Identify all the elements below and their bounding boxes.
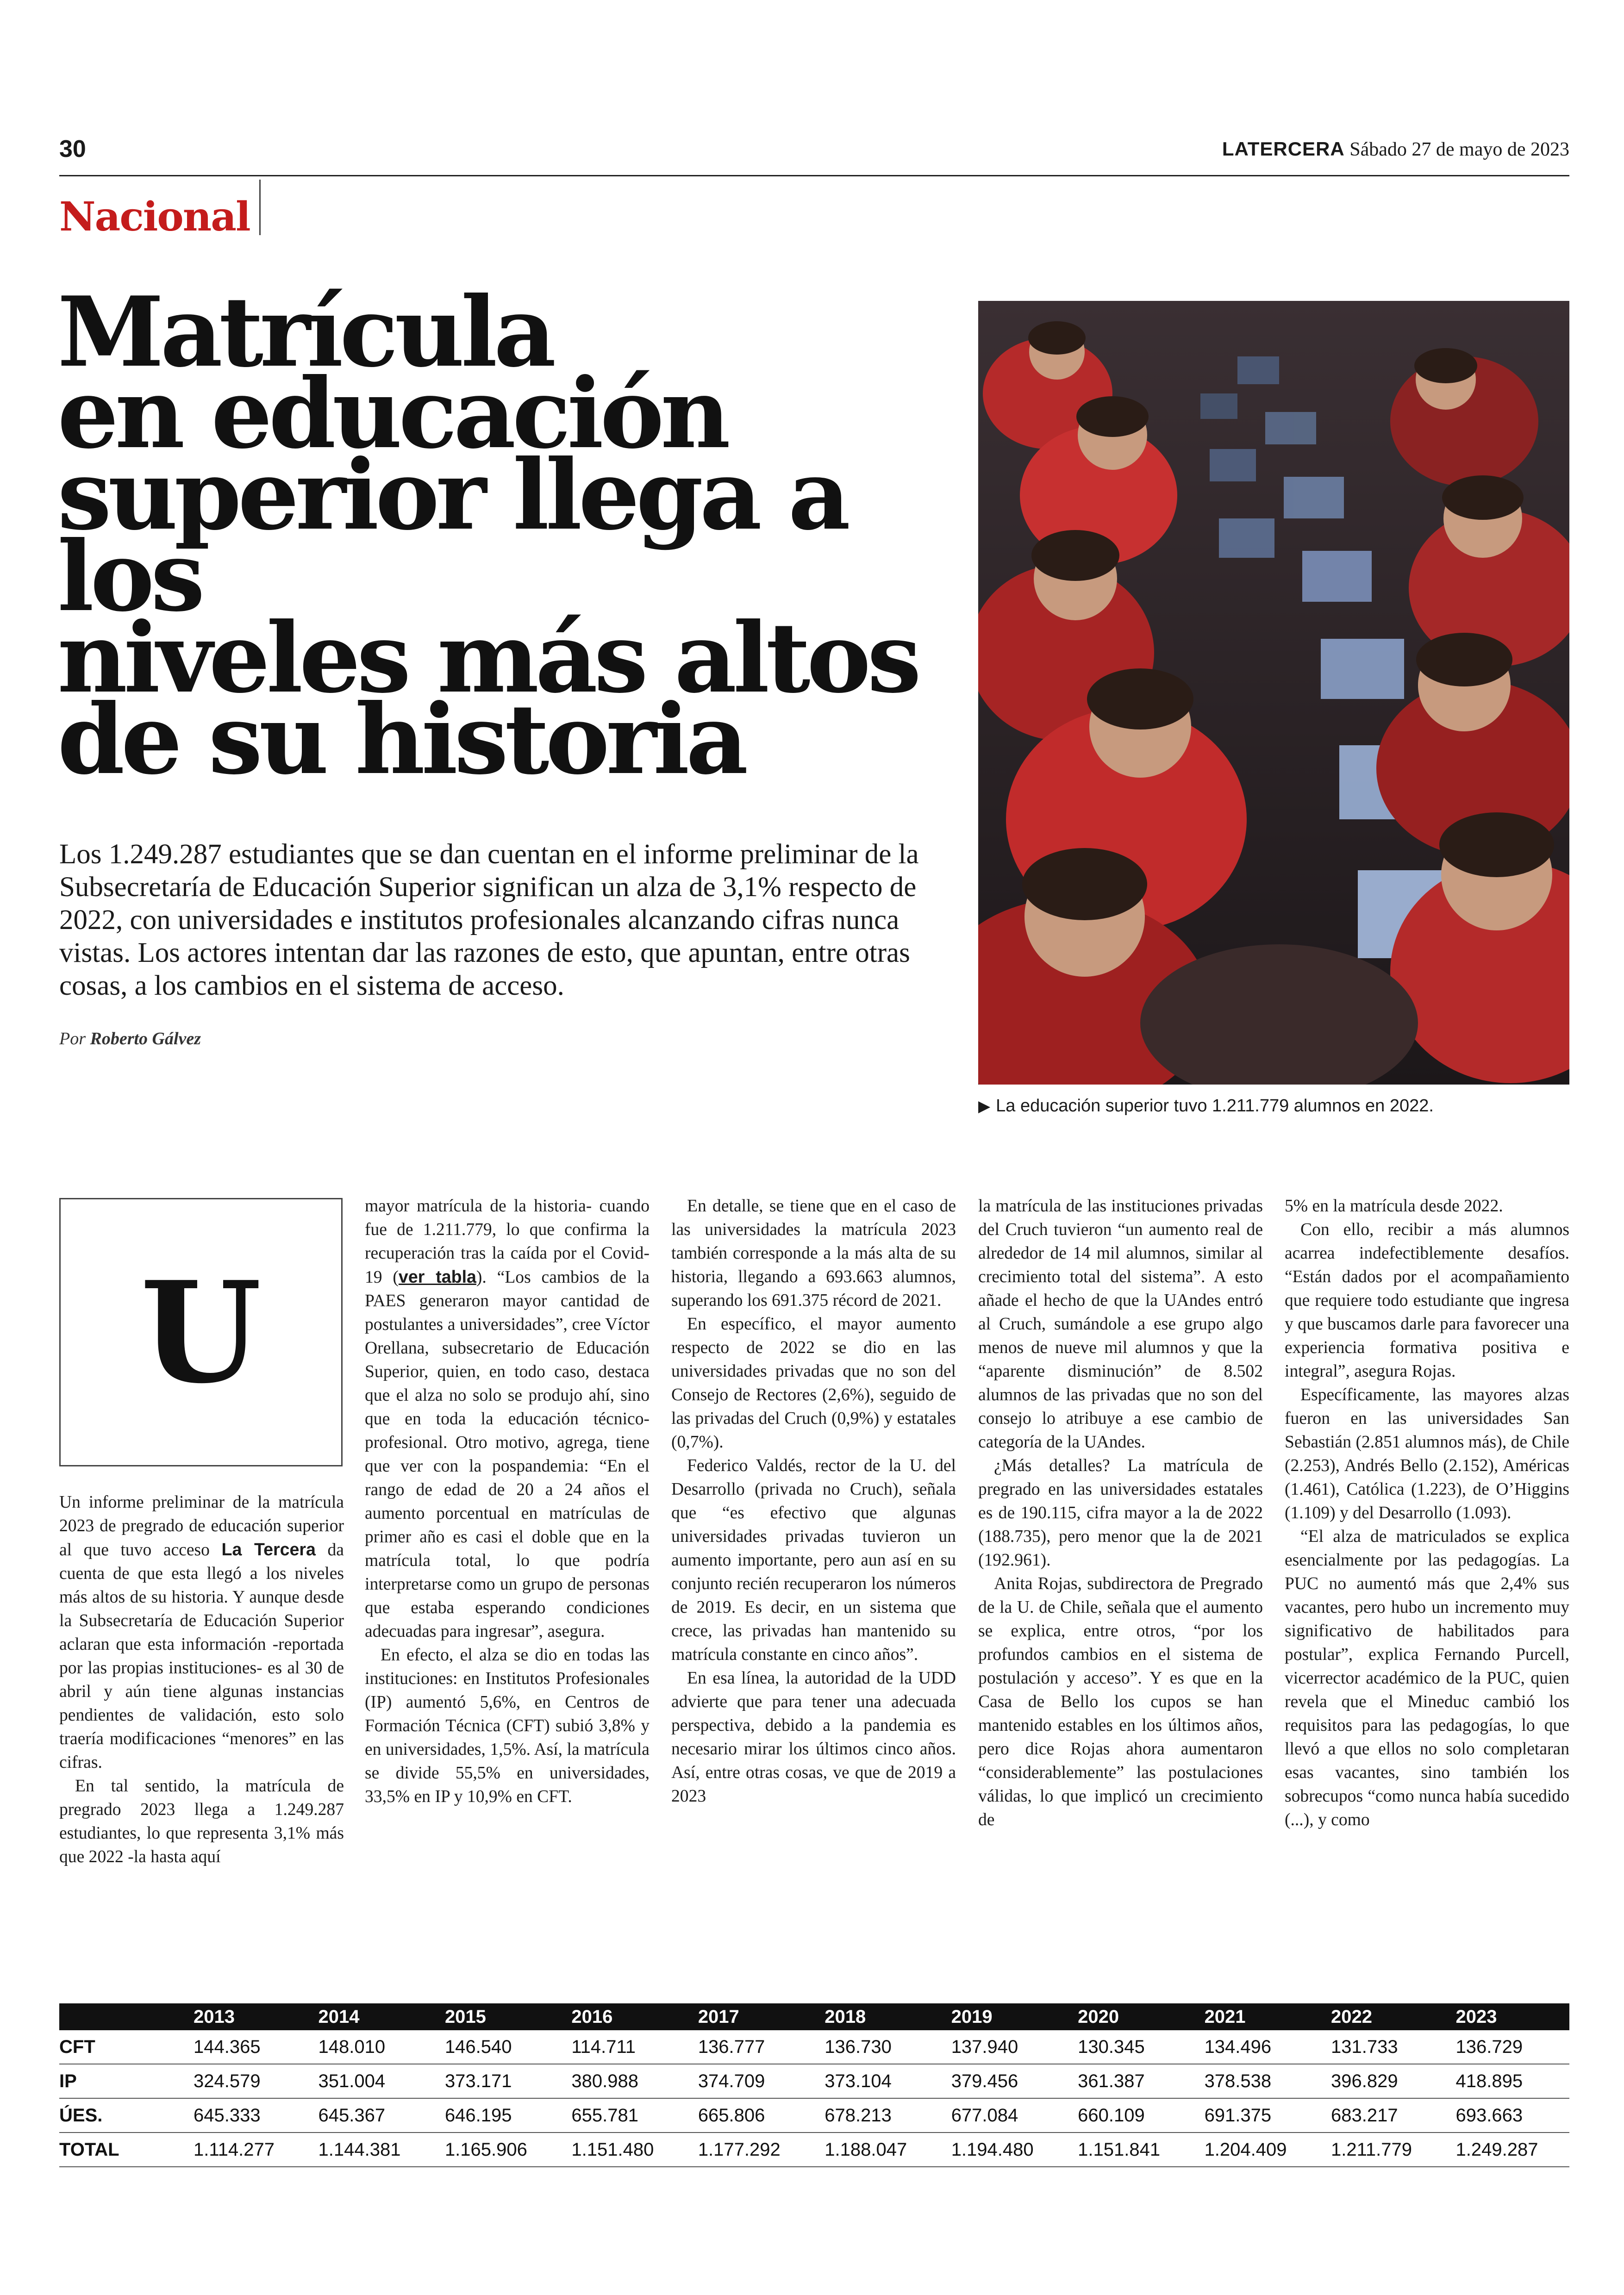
table-cell: 1.188.047 <box>812 2133 938 2167</box>
year-header: 2020 <box>1065 2003 1191 2030</box>
table-cell: 351.004 <box>306 2064 432 2098</box>
row-label: IP <box>59 2064 181 2098</box>
table-cell: 655.781 <box>558 2098 685 2133</box>
table-cell: 146.540 <box>432 2030 558 2064</box>
table-cell: 418.895 <box>1443 2064 1570 2098</box>
article-column-4 <box>978 1194 1263 1832</box>
table-cell: 373.104 <box>812 2064 938 2098</box>
headline-line: de su historia <box>57 683 745 796</box>
table-cell: 691.375 <box>1192 2098 1318 2133</box>
table-cell: 1.151.841 <box>1065 2133 1191 2167</box>
masthead-brand: LATERCERA <box>1222 138 1345 160</box>
table-cell: 1.211.779 <box>1318 2133 1443 2167</box>
paragraph: “El alza de matriculados se explica esencialmente por las pedagogías. La PUC no aumentó más que 2,4% sus vacantes, pero hubo un incremento muy significativo de habilitados para postular”, explica Fernando Purcell, vicerrector académico de la PUC, quien revela que el Mineduc cambió los requisitos para las pedagogías, lo que llevó a que ellos no solo completaran esas vacantes, sino también los sobrecupos “como nunca había sucedido (...), y como <box>1285 1527 1569 1829</box>
paragraph: En esa línea, la autoridad de la UDD advierte que para tener una adecuada perspectiva, debido a la pandemia es necesario mirar los últimos cinco años. Así, entre otras cosas, ve que de 2019 a 2023 <box>671 1669 956 1806</box>
year-header: 2013 <box>181 2003 306 2030</box>
headline-line: niveles más altos <box>57 602 918 715</box>
table-cell: 678.213 <box>812 2098 938 2133</box>
table-cell: 1.194.480 <box>938 2133 1065 2167</box>
paragraph: Con ello, recibir a más alumnos acarrea indefectiblemente desafíos. “Están dados por el acompañamiento que requiere todo estudiante que ingresa y que buscamos darle para favorecer una experiencia formativa positiva e integral”, asegura Rojas. <box>1285 1220 1569 1381</box>
table-cell: 379.456 <box>938 2064 1065 2098</box>
row-label: TOTAL <box>59 2133 181 2167</box>
table-cell: 136.729 <box>1443 2030 1570 2064</box>
section-divider <box>259 180 261 235</box>
table-cell: 114.711 <box>558 2030 685 2064</box>
table-header-row <box>59 2003 1569 2030</box>
table-cell: 1.151.480 <box>558 2133 685 2167</box>
table-cell: 144.365 <box>181 2030 306 2064</box>
paragraph: 5% en la matrícula desde 2022. <box>1285 1197 1503 1216</box>
dropcap-letter: U <box>140 1251 262 1414</box>
paragraph <box>59 1491 344 1774</box>
table-cell: 137.940 <box>938 2030 1065 2064</box>
table-cell: 324.579 <box>181 2064 306 2098</box>
paragraph: En tal sentido, la matrícula de pregrado 2023 llega a 1.249.287 estudiantes, lo que representa 3,1% más que 2022 -la hasta aquí <box>59 1777 344 1866</box>
article-column-2 <box>365 1194 650 1809</box>
paragraph: Federico Valdés, rector de la U. del Desarrollo (privada no Cruch), señala que “es efectivo que algunas universidades privadas tuvieron un aumento importante, pero aun así en su conjunto recién recuperaron los números de 2019. Es decir, en un sistema que crece, las privadas han mantenido su matrícula constante en cinco años”. <box>671 1456 956 1664</box>
see-table-link[interactable]: ver tabla <box>398 1267 476 1286</box>
paragraph: En detalle, se tiene que en el caso de las universidades la matrícula 2023 también corresponde a la más alta de su historia, llegando a 693.663 alumnos, superando los 691.375 récord de 2021. <box>671 1197 956 1310</box>
year-header: 2023 <box>1443 2003 1570 2030</box>
row-label: ÚES. <box>59 2098 181 2133</box>
table-cell: 660.109 <box>1065 2098 1191 2133</box>
caption-arrow-icon: ▶ <box>978 1098 991 1115</box>
students-photo-illustration <box>978 301 1569 1085</box>
table-cell: 1.165.906 <box>432 2133 558 2167</box>
text-run: ). “Los cambios de la PAES generaron mayor cantidad de postulantes a universidades”, cree Víctor Orellana, subsecretario de Educación Superior, quien, en todo caso, destaca que el alza no solo se produjo ahí, sino que en toda la educación técnico-profesional. Otro motivo, agrega, tiene que ver con la pospandemia: “En el rango de edad de 20 a 24 años el aumento porcentual en matrículas de primer año es casi el doble que en la matrícula total, lo que podría interpretarse como un grupo de personas que estaba esperando condiciones adecuadas para ingresar”, asegura. <box>365 1268 650 1641</box>
year-header: 2017 <box>685 2003 812 2030</box>
year-header: 2019 <box>938 2003 1065 2030</box>
table-cell: 646.195 <box>432 2098 558 2133</box>
table-row <box>59 2133 1569 2167</box>
article-dek: Los 1.249.287 estudiantes que se dan cuentan en el informe preliminar de la Subsecretaría de Educación Superior significan un alza de 3,1% respecto de 2022, con universidades e institutos profesionales alcanzando cifras nunca vistas. Los actores intentan dar las razones de esto, que apuntan, entre otras cosas, a los cambios en el sistema de acceso. <box>59 839 919 1001</box>
table-cell: 136.777 <box>685 2030 812 2064</box>
year-header: 2014 <box>306 2003 432 2030</box>
year-header: 2022 <box>1318 2003 1443 2030</box>
table-cell: 677.084 <box>938 2098 1065 2133</box>
paragraph: En efecto, el alza se dio en todas las instituciones: en Institutos Profesionales (IP) aumentó 5,6%, en Centros de Formación Técnica (CFT) subió 3,8% y en universidades, 1,5%. Así, la matrícula se divide 55,5% en universidades, 33,5% en IP y 10,9% en CFT. <box>365 1646 650 1806</box>
row-label: CFT <box>59 2030 181 2064</box>
byline <box>59 1029 201 1049</box>
table-cell: 130.345 <box>1065 2030 1191 2064</box>
table-cell: 645.367 <box>306 2098 432 2133</box>
byline-author: Roberto Gálvez <box>90 1029 201 1048</box>
article-column-3 <box>671 1194 956 1808</box>
headline-line: en educación <box>57 357 727 470</box>
table-cell: 1.177.292 <box>685 2133 812 2167</box>
header-rule <box>59 175 1569 176</box>
table-cell: 1.114.277 <box>181 2133 306 2167</box>
text-run: da cuenta de que esta llegó a los niveles más altos de su historia. Y aunque desde la Subsecretaría de Educación Superior aclaran que esta información -reportada por las propias instituciones- es al 30 de abril y aún tiene algunas instancias pendientes de validación, esto solo traería modificaciones “menores” en las cifras. <box>59 1540 344 1772</box>
year-header: 2021 <box>1192 2003 1318 2030</box>
article-column-5 <box>1285 1194 1569 1832</box>
paragraph: la matrícula de las instituciones privadas del Cruch tuvieron “un aumento real de alrededor de 14 mil alumnos, similar al crecimiento total del sistema”. A esto añade el hecho de que la UAndes entró al Cruch, sumándole a ese grupo algo menos de nueve mil alumnos y que la “aparente disminución” de 8.502 alumnos de las privadas que no son del consejo lo atribuye a ese cambio de categoría de la UAndes. <box>978 1197 1263 1452</box>
paragraph: Específicamente, las mayores alzas fueron en las universidades San Sebastián (2.851 alumnos más), de Chile (2.253), Andrés Bello (2.152), Américas (1.461), Católica (1.223), de O’Higgins (1.109) y del Desarrollo (1.093). <box>1285 1385 1569 1522</box>
section-label: Nacional <box>59 193 250 240</box>
table-cell: 136.730 <box>812 2030 938 2064</box>
table-corner-cell <box>59 2003 181 2030</box>
table-cell: 373.171 <box>432 2064 558 2098</box>
paragraph: ¿Más detalles? La matrícula de pregrado en las universidades estatales es de 190.115, cifra mayor a la de 2022 (188.735), pero menor que la de 2021 (192.961). <box>978 1456 1263 1570</box>
masthead <box>1222 138 1569 161</box>
table-cell: 683.217 <box>1318 2098 1443 2133</box>
table-cell: 374.709 <box>685 2064 812 2098</box>
paragraph: En específico, el mayor aumento respecto de 2022 se dio en las universidades privadas que no son del Consejo de Rectores (2,6%), seguido de las privadas del Cruch (0,9%) y estatales (0,7%). <box>671 1315 956 1452</box>
table-cell: 380.988 <box>558 2064 685 2098</box>
table-row <box>59 2030 1569 2064</box>
year-header: 2016 <box>558 2003 685 2030</box>
table-cell: 378.538 <box>1192 2064 1318 2098</box>
table-cell: 693.663 <box>1443 2098 1570 2133</box>
page-number: 30 <box>59 136 86 162</box>
table-cell: 1.204.409 <box>1192 2133 1318 2167</box>
year-header: 2018 <box>812 2003 938 2030</box>
headline-line: superior llega a los <box>57 439 847 633</box>
caption-text: La educación superior tuvo 1.211.779 alumnos en 2022. <box>996 1096 1434 1116</box>
table-cell: 1.144.381 <box>306 2133 432 2167</box>
paragraph <box>365 1194 650 1643</box>
table-cell: 361.387 <box>1065 2064 1191 2098</box>
photo-caption <box>978 1096 1569 1116</box>
year-header: 2015 <box>432 2003 558 2030</box>
article-column-1 <box>59 1491 344 1869</box>
text-run: mayor matrícula de la historia- cuando fue de 1.211.779, lo que confirma la recuperación tras la caída por el Covid-19 ( <box>365 1197 650 1287</box>
table-row <box>59 2064 1569 2098</box>
byline-prefix: Por <box>59 1029 86 1048</box>
table-cell: 148.010 <box>306 2030 432 2064</box>
table-cell: 396.829 <box>1318 2064 1443 2098</box>
table-cell: 645.333 <box>181 2098 306 2133</box>
table-cell: 1.249.287 <box>1443 2133 1570 2167</box>
table-cell: 134.496 <box>1192 2030 1318 2064</box>
headline-line: Matrícula <box>57 276 553 389</box>
article-photo <box>978 301 1569 1085</box>
table-cell: 665.806 <box>685 2098 812 2133</box>
text-run: Un informe preliminar de la matrícula 2023 de pregrado de educación superior al que tuvo acceso <box>59 1493 344 1559</box>
paragraph: Anita Rojas, subdirectora de Pregrado de la U. de Chile, señala que el aumento se explica, entre otros, “por los profundos cambios en el sistema de postulación y acceso”. Y es que en la Casa de Bello los cupos se han mantenido estables en los últimos años, pero dice Rojas ahora aumentaron “considerablemente” las postulaciones válidas, lo que implicó un crecimiento de <box>978 1574 1263 1829</box>
masthead-date: Sábado 27 de mayo de 2023 <box>1349 139 1569 160</box>
brand-mention: La Tercera <box>221 1540 316 1559</box>
dropcap-box <box>59 1198 343 1466</box>
table-cell: 131.733 <box>1318 2030 1443 2064</box>
enrollment-table <box>59 2003 1569 2167</box>
headline <box>57 276 965 796</box>
table-row <box>59 2098 1569 2133</box>
